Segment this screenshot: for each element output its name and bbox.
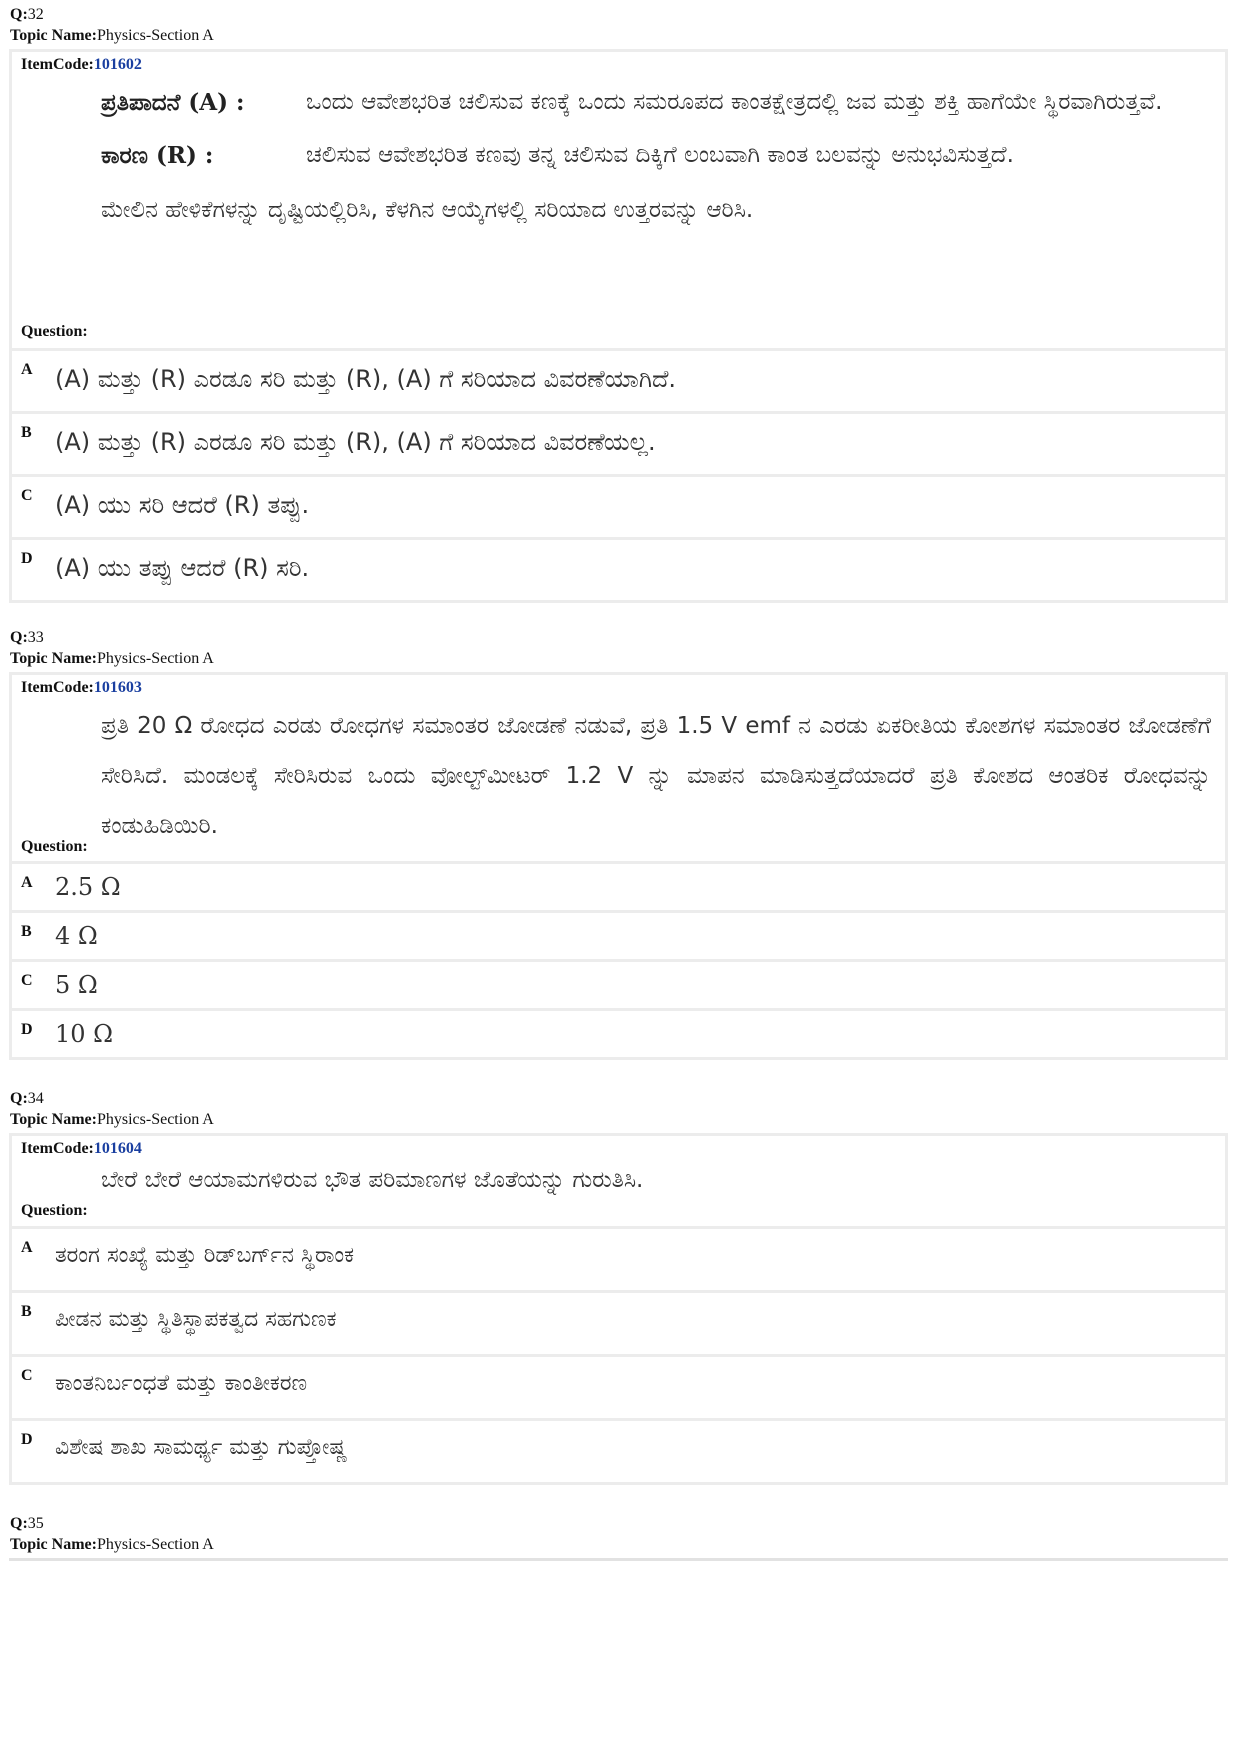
item-code-label: ItemCode: — [21, 1140, 94, 1157]
option-b[interactable] — [12, 1293, 1225, 1354]
topic-label: Topic Name: — [10, 1111, 97, 1128]
item-code-label: ItemCode: — [21, 56, 94, 73]
question-text: ಬೇರೆ ಬೇರೆ ಆಯಾಮಗಳಿರುವ ಭೌತ ಪರಿಮಾಣಗಳ ಜೊತೆಯನ್ನು ಗುರುತಿಸಿ. — [101, 1167, 644, 1193]
question-text: ಮೇಲಿನ ಹೇಳಿಕೆಗಳನ್ನು ದೃಷ್ಟಿಯಲ್ಲಿರಿಸಿ, ಕೆಳಗಿನ ಆಯ್ಕೆಗಳಲ್ಲಿ ಸರಿಯಾದ ಉತ್ತರವನ್ನು ಆರಿಸಿ. — [101, 197, 754, 223]
question-card-32 — [9, 49, 1228, 603]
question-label: Question: — [21, 838, 88, 855]
option-key: C — [21, 972, 33, 989]
item-code-label: ItemCode: — [21, 679, 94, 696]
option-key: A — [21, 874, 33, 891]
q-label: Q: — [10, 6, 28, 23]
topic-name: Physics-Section A — [96, 1536, 214, 1553]
option-key: D — [21, 1021, 33, 1038]
reason-label: ಕಾರಣ (R) : — [101, 142, 214, 169]
assertion-text: ಒಂದು ಆವೇಶಭರಿತ ಚಲಿಸುವ ಕಣಕ್ಕೆ ಒಂದು ಸಮರೂಪದ ಕಾಂತಕ್ಷೇತ್ರದಲ್ಲಿ ಜವ ಮತ್ತು ಶಕ್ತಿ ಹಾಗೆಯೇ ಸ್ಥಿರವಾಗಿರುತ್ತವೆ. — [306, 89, 1163, 115]
option-text: 10 Ω — [55, 1020, 114, 1048]
option-key: A — [21, 361, 33, 378]
option-text: 4 Ω — [55, 922, 98, 950]
option-a[interactable] — [12, 351, 1225, 411]
item-code — [21, 1140, 142, 1158]
option-text: 5 Ω — [55, 971, 98, 999]
item-code — [21, 56, 142, 74]
item-code — [21, 679, 142, 697]
option-text: 2.5 Ω — [55, 873, 121, 901]
item-code-value: 101603 — [93, 679, 142, 696]
option-text: (A) ಯು ತಪ್ಪು ಆದರೆ (R) ಸರಿ. — [55, 554, 310, 582]
q-label: Q: — [10, 1515, 28, 1532]
question-box — [12, 675, 1225, 861]
topic-label: Topic Name: — [10, 1536, 97, 1553]
question-label: Question: — [21, 1202, 88, 1219]
option-text: ಪೀಡನ ಮತ್ತು ಸ್ಥಿತಿಸ್ಥಾಪಕತ್ವದ ಸಹಗುಣಕ — [55, 1307, 337, 1332]
option-key: B — [21, 424, 32, 441]
option-a[interactable] — [12, 1229, 1225, 1290]
question-label: Question: — [21, 323, 88, 340]
option-a[interactable] — [12, 864, 1225, 910]
option-key: A — [21, 1239, 33, 1256]
option-text: (A) ಯು ಸರಿ ಆದರೆ (R) ತಪ್ಪು. — [55, 491, 310, 519]
option-c[interactable] — [12, 1357, 1225, 1418]
option-c[interactable] — [12, 962, 1225, 1008]
option-d[interactable] — [12, 1011, 1225, 1057]
question-number: 34 — [27, 1090, 44, 1107]
card-top-border — [9, 1558, 1228, 1561]
item-code-value: 101602 — [93, 56, 142, 73]
question-box — [12, 1136, 1225, 1226]
assertion-reason-block — [101, 78, 1211, 235]
question-number: 32 — [27, 6, 44, 23]
option-c[interactable] — [12, 477, 1225, 537]
option-key: D — [21, 550, 33, 567]
question-header-32 — [10, 4, 214, 46]
option-key: B — [21, 923, 32, 940]
question-card-34 — [9, 1133, 1228, 1485]
option-text: ತರಂಗ ಸಂಖ್ಯೆ ಮತ್ತು ರಿಡ್‌ಬರ್ಗ್‌ನ ಸ್ಥಿರಾಂಕ — [55, 1243, 354, 1268]
option-text: (A) ಮತ್ತು (R) ಎರಡೂ ಸರಿ ಮತ್ತು (R), (A) ಗೆ ಸರಿಯಾದ ವಿವರಣೆಯಲ್ಲ. — [55, 428, 656, 456]
reason-row — [101, 131, 1211, 180]
question-card-33 — [9, 672, 1228, 1060]
option-b[interactable] — [12, 913, 1225, 959]
option-text: ಕಾಂತನಿರ್ಬಂಧತೆ ಮತ್ತು ಕಾಂತೀಕರಣ — [55, 1371, 308, 1396]
assertion-label: ಪ್ರತಿಪಾದನೆ (A) : — [101, 89, 245, 116]
question-header-34 — [10, 1088, 214, 1130]
question-header-35 — [10, 1513, 214, 1555]
assertion-row — [101, 78, 1211, 127]
item-code-value: 101604 — [93, 1140, 142, 1157]
topic-label: Topic Name: — [10, 27, 97, 44]
option-d[interactable] — [12, 1421, 1225, 1482]
question-text: ಪ್ರತಿ 20 Ω ರೋಧದ ಎರಡು ರೋಧಗಳ ಸಮಾಂತರ ಜೋಡಣೆ ನಡುವೆ, ಪ್ರತಿ 1.5 V emf ನ ಎರಡು ಏಕರೀತಿಯ ಕೋಶಗಳ ಸಮಾಂತರ ಜೋಡಣೆಗೆ ಸೇರಿಸಿದೆ. ಮಂಡಲಕ್ಕೆ ಸೇರಿಸಿರುವ ಒಂದು ವೋಲ್ಟ್‌ಮೀಟರ್ 1.2 V ನ್ನು ಮಾಪನ ಮಾಡಿಸುತ್ತದೆಯಾದರೆ ಪ್ರತಿ ಕೋಶದ ಆಂತರಿಕ ರೋಧವನ್ನು ಕಂಡುಹಿಡಿಯಿರಿ. — [101, 713, 1211, 839]
option-key: B — [21, 1303, 32, 1320]
topic-name: Physics-Section A — [96, 1111, 214, 1128]
option-text: ವಿಶೇಷ ಶಾಖ ಸಾಮರ್ಥ್ಯ ಮತ್ತು ಗುಪ್ತೋಷ್ಣ — [55, 1435, 348, 1460]
option-key: D — [21, 1431, 33, 1448]
topic-name: Physics-Section A — [96, 650, 214, 667]
q-label: Q: — [10, 1090, 28, 1107]
option-key: C — [21, 1367, 33, 1384]
option-text: (A) ಮತ್ತು (R) ಎರಡೂ ಸರಿ ಮತ್ತು (R), (A) ಗೆ ಸರಿಯಾದ ವಿವರಣೆಯಾಗಿದೆ. — [55, 365, 677, 393]
question-number: 35 — [27, 1515, 44, 1532]
option-key: C — [21, 487, 33, 504]
option-b[interactable] — [12, 414, 1225, 474]
reason-text: ಚಲಿಸುವ ಆವೇಶಭರಿತ ಕಣವು ತನ್ನ ಚಲಿಸುವ ದಿಕ್ಕಿಗೆ ಲಂಬವಾಗಿ ಕಾಂತ ಬಲವನ್ನು ಅನುಭವಿಸುತ್ತದೆ. — [306, 142, 1014, 168]
question-box — [12, 52, 1225, 348]
question-header-33 — [10, 627, 214, 669]
option-d[interactable] — [12, 540, 1225, 600]
q-label: Q: — [10, 629, 28, 646]
question-number: 33 — [27, 629, 44, 646]
topic-name: Physics-Section A — [96, 27, 214, 44]
topic-label: Topic Name: — [10, 650, 97, 667]
